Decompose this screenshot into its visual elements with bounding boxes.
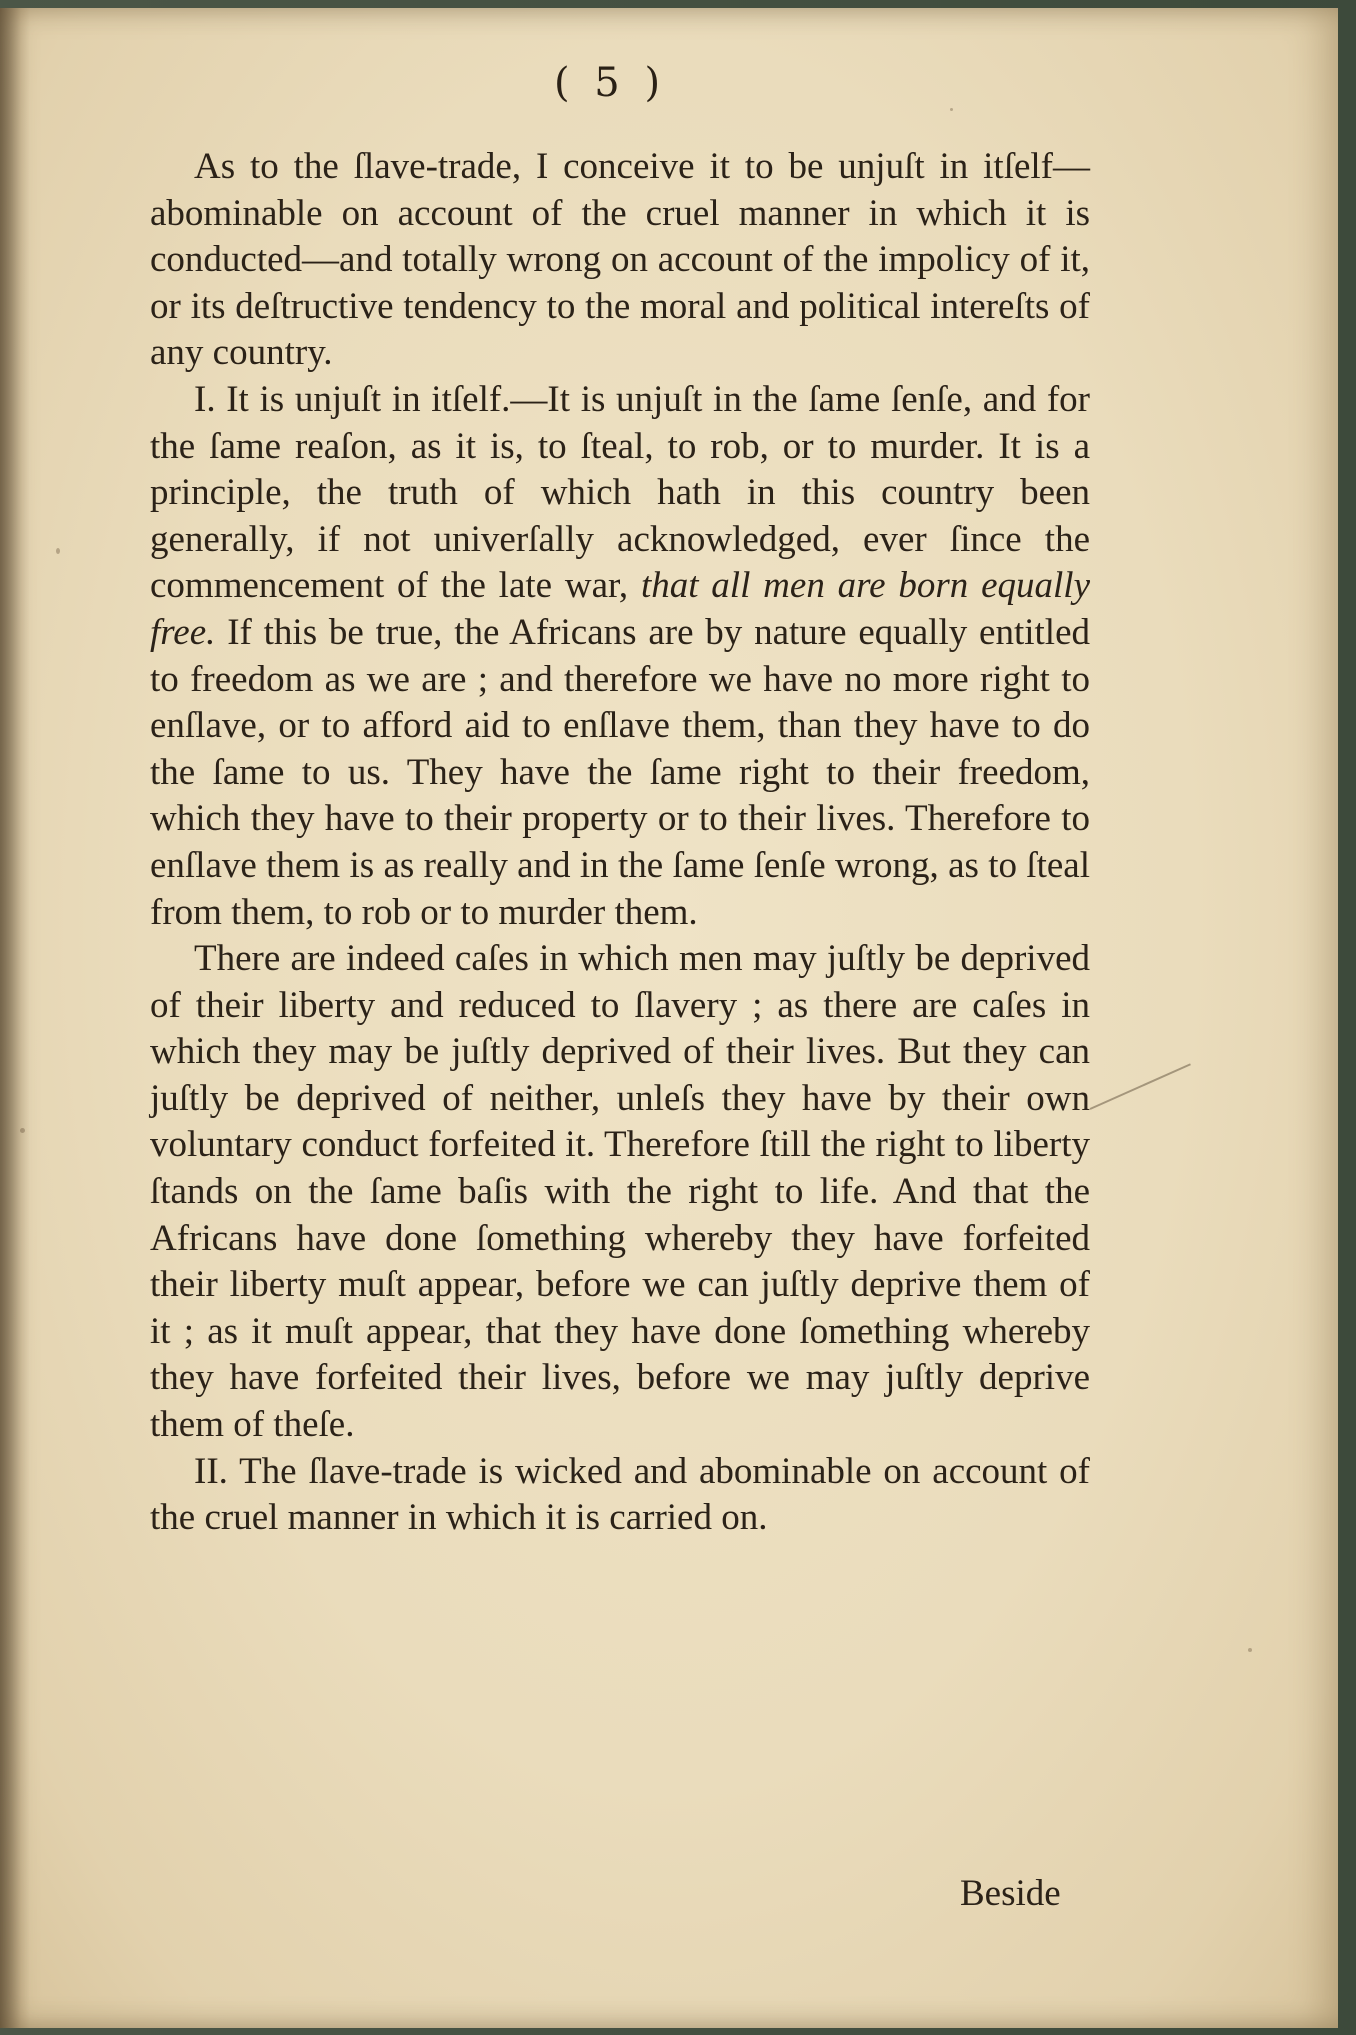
paper-speck	[56, 548, 60, 554]
paragraph-intro: As to the ſlave-trade, I conceive it to be unjuſt in itſelf—abominable on account of the cruel manner in which it is conducted—and totally wrong on account of the impolicy of it, or its deſtructive tendency to the moral and political intereſts of any country.	[150, 146, 1090, 374]
page-number: ( 5 )	[553, 60, 667, 106]
catchword: Beside	[960, 1873, 1061, 1914]
page-gutter-shadow	[0, 8, 30, 2028]
paragraph-unjust-part-2: If this be true, the Africans are by nature equally entitled to freedom as we are ; and therefore we have no more right to enſlave, or to afford aid to enſlave them, than they have to do the ſame to us. They have the ſame right to their freedom, which they have to their property or to their lives. Therefore to enſlave them is as really and in the ſame ſenſe wrong, as to ſteal from them, to rob or to murder them.	[150, 611, 1090, 933]
paragraph-deprived-of-liberty: There are indeed caſes in which men may juſtly be deprived of their liberty and reduced to ſlavery ; as there are caſes in which they may be juſtly deprived of their lives. But they can juſtly be deprived of neither, unleſs they have by their own voluntary conduct forfeited it. Therefore ſtill the right to liberty ſtands on the ſame baſis with the right to life. And that the Africans have done ſomething whereby they have forfeited their liberty muſt appear, before we can juſtly deprive them of it ; as it muſt appear, that they have done ſomething whereby they have forfeited their lives, before we may juſtly deprive them of theſe.	[150, 938, 1090, 1446]
body-text	[150, 144, 1090, 1542]
paper-speck	[20, 1128, 25, 1133]
paragraph-unjust-in-itself	[150, 377, 1090, 936]
paragraph-unjust-part-1: I. It is unjuſt in itſelf.—It is unjuſt in the ſame ſenſe, and for the ſame reaſon, as it is, to ſteal, to rob, or to murder. It is a principle, the truth of which hath in this country been generally, if not univerſally acknowledged, ever ſince the commencement of the late war,	[150, 378, 1090, 607]
book-page	[0, 8, 1338, 2028]
paper-speck	[950, 108, 953, 111]
stray-pen-mark	[1090, 1063, 1191, 1110]
paragraph-cruel-manner: II. The ſlave-trade is wicked and abominable on account of the cruel manner in which it is carried on.	[150, 1450, 1090, 1539]
paper-speck	[1248, 1648, 1252, 1652]
italic-quotation: that all men are born equally free.	[150, 565, 1090, 653]
